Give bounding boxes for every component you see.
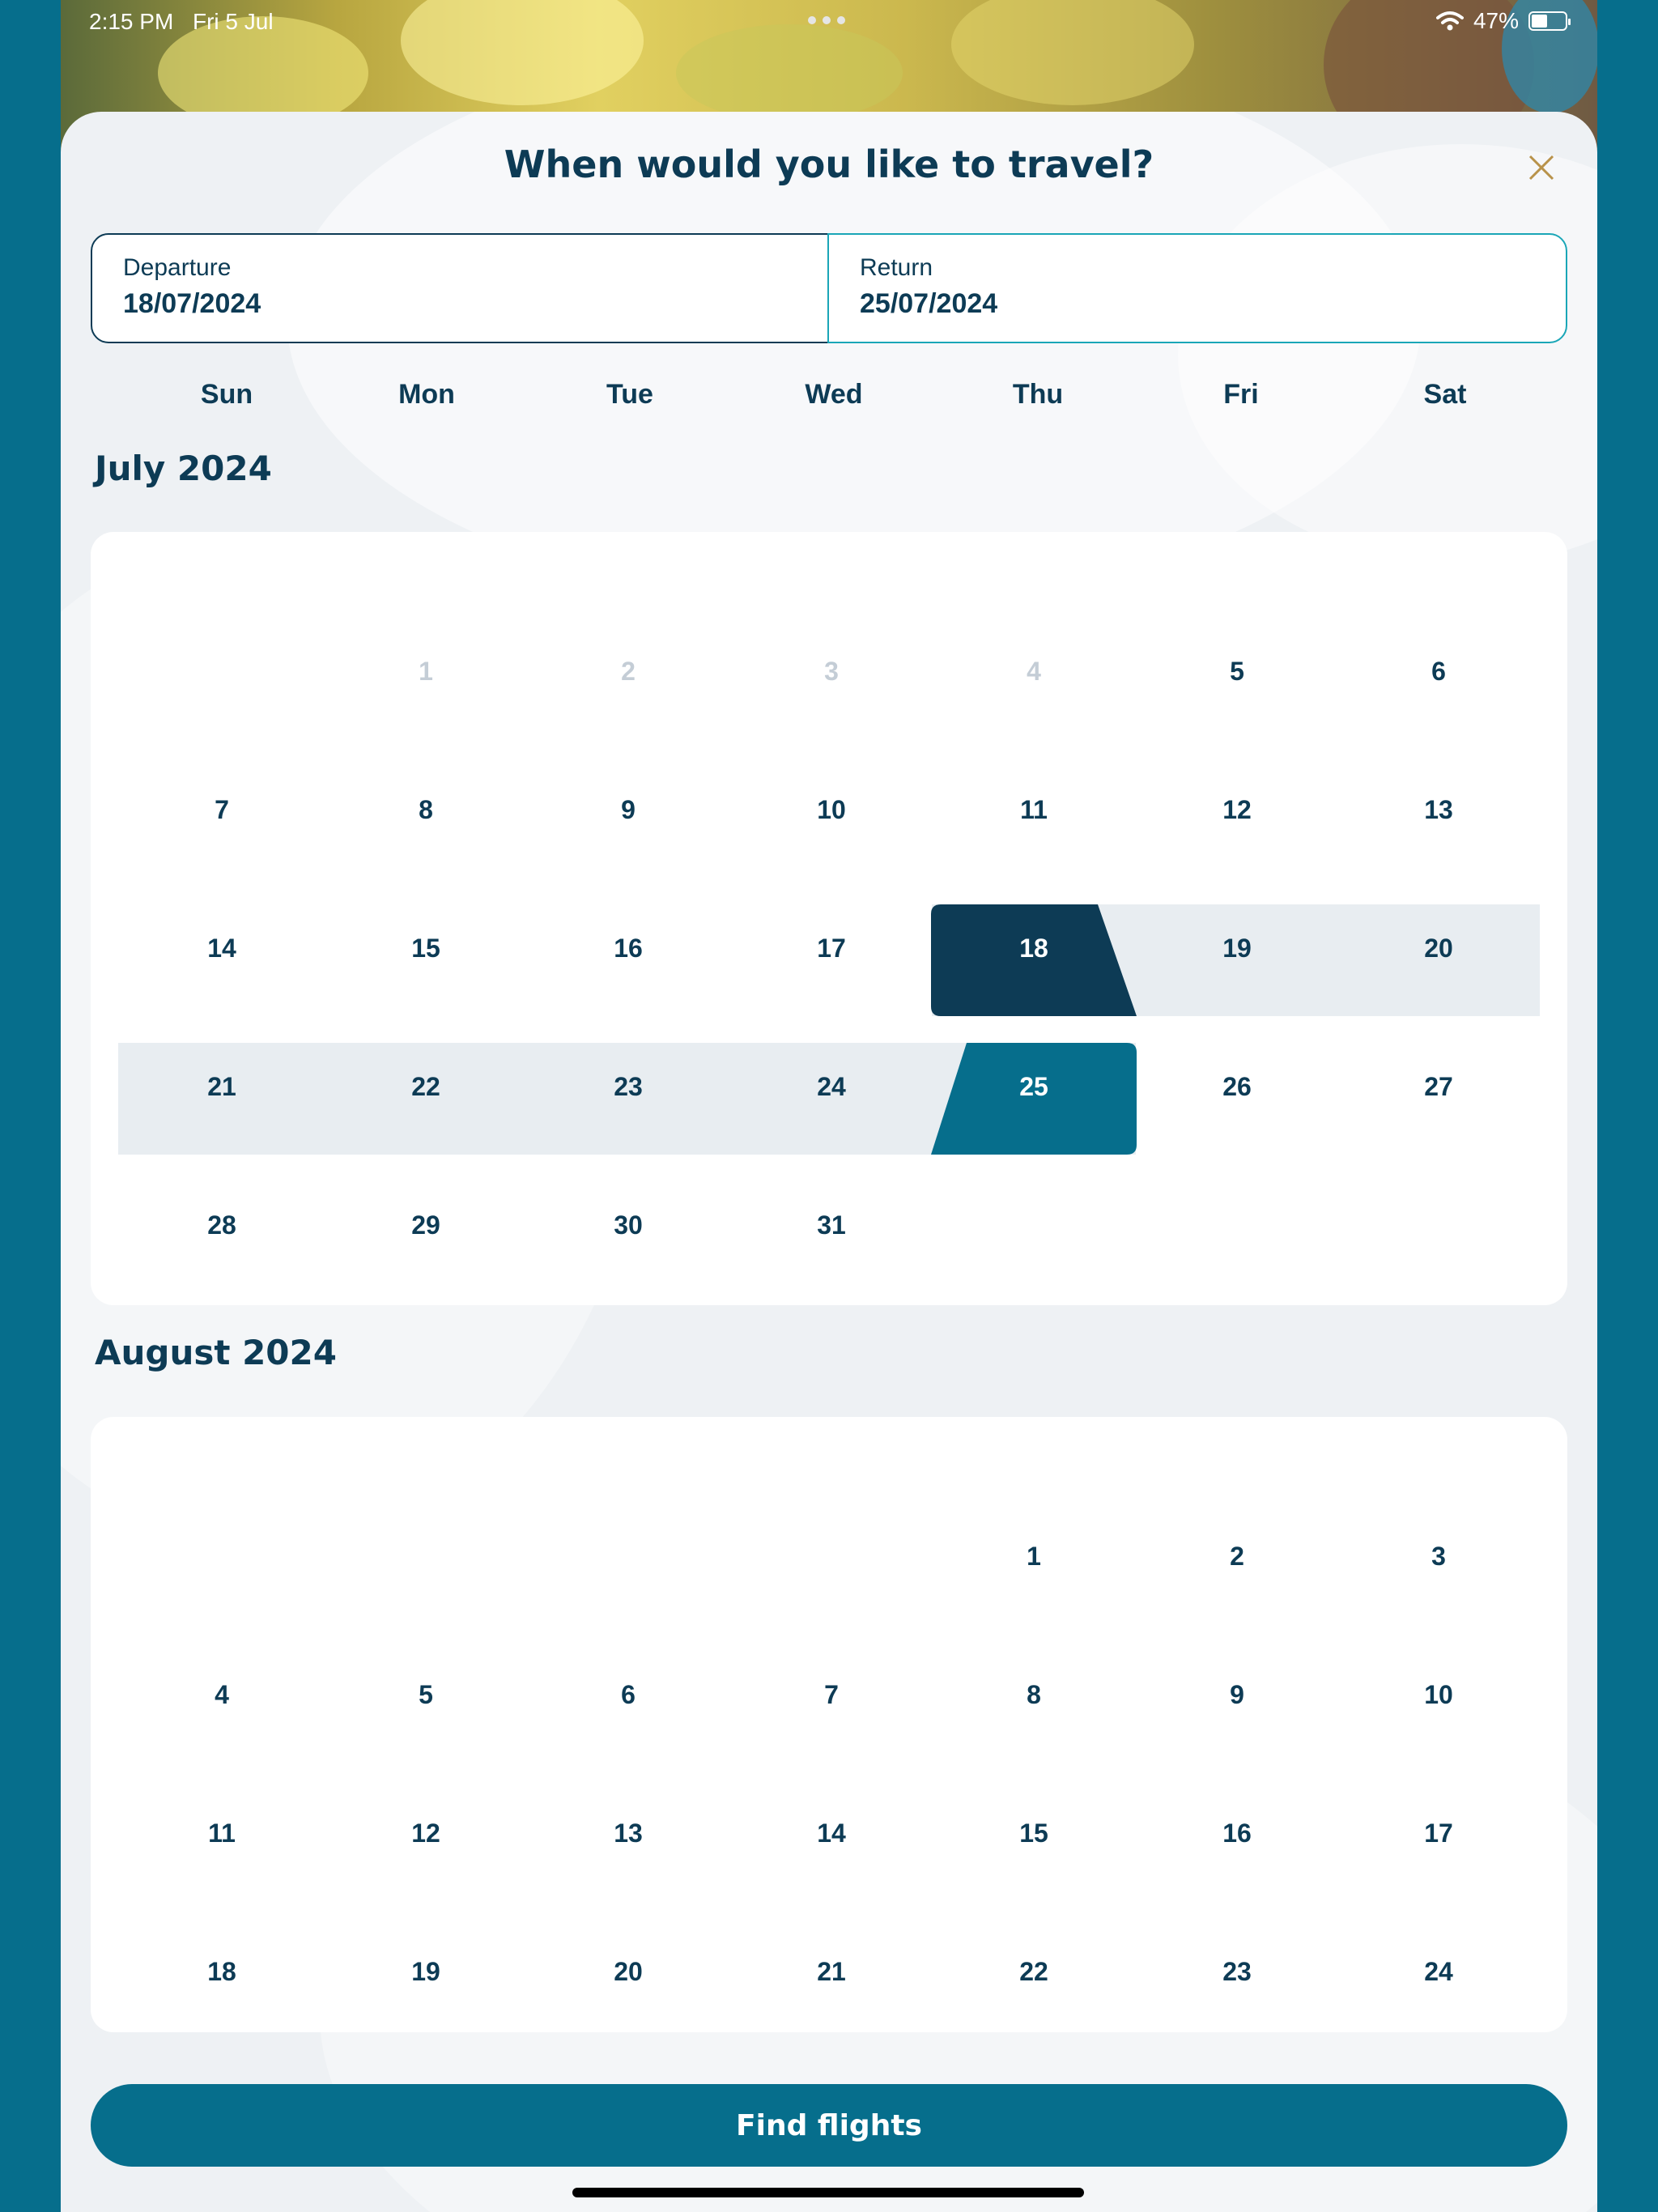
calendar-day[interactable]: 21 bbox=[207, 1071, 236, 1101]
return-label: Return bbox=[860, 254, 933, 281]
weekday-thu: Thu bbox=[1012, 379, 1064, 410]
calendar-day[interactable]: 21 bbox=[817, 1956, 846, 1986]
calendar-day[interactable]: 12 bbox=[411, 1818, 440, 1848]
calendar-day[interactable]: 10 bbox=[817, 794, 846, 824]
calendar-day[interactable]: 16 bbox=[1222, 1818, 1252, 1848]
calendar-day[interactable]: 29 bbox=[411, 1210, 440, 1240]
calendar-day[interactable]: 28 bbox=[207, 1210, 236, 1240]
calendar-day[interactable]: 13 bbox=[614, 1818, 643, 1848]
calendar-day[interactable]: 8 bbox=[419, 794, 433, 824]
calendar-day[interactable]: 19 bbox=[411, 1956, 440, 1986]
calendar-day[interactable]: 18 bbox=[1019, 933, 1048, 963]
calendar-day[interactable]: 17 bbox=[817, 933, 846, 963]
calendar-day[interactable]: 11 bbox=[1020, 794, 1048, 824]
close-icon bbox=[1523, 149, 1560, 186]
calendar-day[interactable]: 11 bbox=[208, 1818, 236, 1848]
calendar-day[interactable]: 15 bbox=[411, 933, 440, 963]
multitasking-dots-icon[interactable] bbox=[808, 16, 845, 24]
calendar-day[interactable]: 22 bbox=[1019, 1956, 1048, 1986]
sheet-title: When would you like to travel? bbox=[504, 143, 1154, 186]
status-bar bbox=[0, 0, 1658, 45]
calendar-day[interactable]: 13 bbox=[1424, 794, 1453, 824]
calendar-day[interactable]: 24 bbox=[1424, 1956, 1453, 1986]
weekday-wed: Wed bbox=[805, 379, 863, 410]
calendar-day[interactable]: 27 bbox=[1424, 1071, 1453, 1101]
calendar-day[interactable]: 14 bbox=[817, 1818, 846, 1848]
calendar-day: 1 bbox=[419, 656, 433, 686]
calendar-day: 4 bbox=[1027, 656, 1041, 686]
month-grid-august bbox=[91, 1417, 1567, 2032]
calendar-day[interactable]: 5 bbox=[1230, 656, 1244, 686]
month-grid-july bbox=[91, 532, 1567, 1305]
calendar-day[interactable]: 23 bbox=[1222, 1956, 1252, 1986]
departure-field[interactable] bbox=[91, 233, 829, 343]
status-date: Fri 5 Jul bbox=[193, 9, 274, 34]
weekday-tue: Tue bbox=[606, 379, 653, 410]
calendar-day[interactable]: 25 bbox=[1019, 1071, 1048, 1101]
date-range-field bbox=[91, 233, 1567, 343]
calendar-day[interactable]: 1 bbox=[1027, 1541, 1041, 1571]
calendar-day[interactable]: 30 bbox=[614, 1210, 643, 1240]
calendar-day[interactable]: 14 bbox=[207, 933, 236, 963]
calendar-day[interactable]: 18 bbox=[207, 1956, 236, 1986]
calendar-day[interactable]: 20 bbox=[1424, 933, 1453, 963]
month-title-august: August 2024 bbox=[95, 1333, 337, 1372]
home-indicator bbox=[572, 2188, 1084, 2197]
return-field[interactable] bbox=[827, 233, 1567, 343]
battery-percent: 47% bbox=[1473, 8, 1519, 33]
calendar-day[interactable]: 24 bbox=[817, 1071, 846, 1101]
weekday-mon: Mon bbox=[398, 379, 455, 410]
status-time: 2:15 PM bbox=[89, 9, 174, 34]
wifi-icon bbox=[1436, 11, 1464, 32]
calendar-day[interactable]: 17 bbox=[1424, 1818, 1453, 1848]
calendar-day[interactable]: 10 bbox=[1424, 1679, 1453, 1709]
calendar-day[interactable]: 5 bbox=[419, 1679, 433, 1709]
close-button[interactable] bbox=[1523, 149, 1560, 186]
weekday-fri: Fri bbox=[1223, 379, 1259, 410]
calendar-day[interactable]: 16 bbox=[614, 933, 643, 963]
calendar-day[interactable]: 8 bbox=[1027, 1679, 1041, 1709]
calendar-day[interactable]: 22 bbox=[411, 1071, 440, 1101]
calendar-day[interactable]: 31 bbox=[817, 1210, 846, 1240]
departure-value: 18/07/2024 bbox=[123, 288, 261, 319]
find-flights-button[interactable]: Find flights bbox=[91, 2084, 1567, 2167]
departure-label: Departure bbox=[123, 254, 232, 281]
calendar-day[interactable]: 20 bbox=[614, 1956, 643, 1986]
calendar-day[interactable]: 19 bbox=[1222, 933, 1252, 963]
calendar-day[interactable]: 9 bbox=[621, 794, 636, 824]
calendar-day[interactable]: 7 bbox=[824, 1679, 839, 1709]
calendar-day: 3 bbox=[824, 656, 839, 686]
return-value: 25/07/2024 bbox=[860, 288, 998, 319]
calendar-day[interactable]: 3 bbox=[1431, 1541, 1446, 1571]
weekday-header bbox=[91, 379, 1567, 419]
battery-icon bbox=[1528, 11, 1567, 31]
calendar-day[interactable]: 23 bbox=[614, 1071, 643, 1101]
calendar-day[interactable]: 7 bbox=[215, 794, 229, 824]
calendar-day[interactable]: 12 bbox=[1222, 794, 1252, 824]
calendar-day[interactable]: 6 bbox=[621, 1679, 636, 1709]
calendar-day: 2 bbox=[621, 656, 636, 686]
date-picker-sheet bbox=[61, 112, 1597, 2212]
calendar-day[interactable]: 15 bbox=[1019, 1818, 1048, 1848]
calendar-day[interactable]: 2 bbox=[1230, 1541, 1244, 1571]
weekday-sat: Sat bbox=[1423, 379, 1467, 410]
weekday-sun: Sun bbox=[200, 379, 253, 410]
calendar-day[interactable]: 26 bbox=[1222, 1071, 1252, 1101]
calendar-day[interactable]: 6 bbox=[1431, 656, 1446, 686]
calendar-day[interactable]: 9 bbox=[1230, 1679, 1244, 1709]
month-title-july: July 2024 bbox=[95, 449, 272, 488]
calendar-day[interactable]: 4 bbox=[215, 1679, 229, 1709]
